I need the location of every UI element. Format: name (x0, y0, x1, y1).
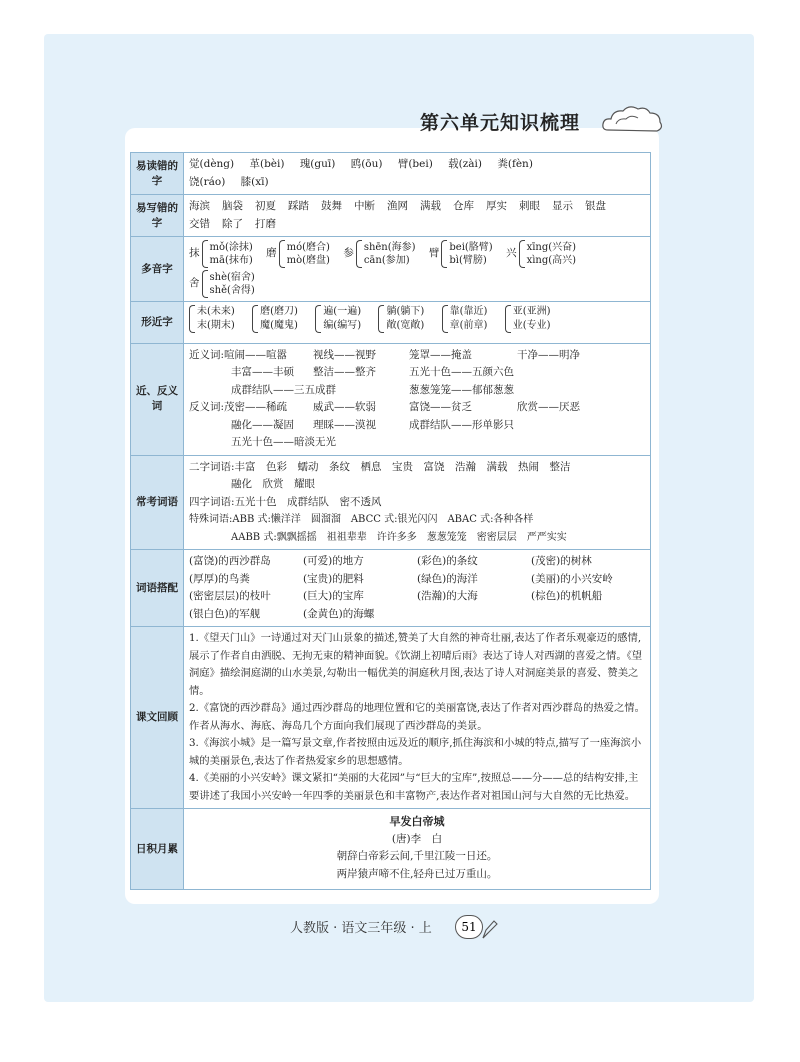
polyphone-char: 臂 (428, 247, 440, 260)
yixie-items (189, 198, 645, 233)
list-item: 仓库 (453, 200, 474, 212)
review-paragraph: 3.《海滨小城》是一篇写景文章,作者按照由远及近的顺序,抓住海滨和小城的特点,描写了一座海滨小城的美丽景色,表达了作者热爱家乡的思想感情。 (189, 737, 642, 767)
reading: bì(臂膀) (449, 255, 487, 266)
similar-char: 魔(魔鬼) (260, 320, 298, 331)
changkao-content (184, 455, 651, 550)
polyphone-item (429, 240, 493, 268)
similar-char: 敞(宽敞) (386, 320, 425, 331)
xingjin-content (184, 302, 651, 344)
jinfan-content (184, 343, 651, 455)
label-duoyin: 多音字 (131, 237, 184, 302)
list-item: 中断 (354, 200, 375, 212)
list-item: 载(zài) (448, 158, 483, 170)
word-pair: 成群结队——三五成群 (231, 383, 336, 396)
word-line: AABB 式:飘飘摇摇 祖祖辈辈 许许多多 葱葱笼笼 密密层层 严严实实 (231, 531, 567, 543)
list-item: 觉(dèng) (189, 158, 235, 170)
reading: mò(磨盘) (286, 255, 330, 266)
poem-line: 两岸猿声啼不住,轻舟已过万重山。 (336, 867, 498, 880)
list-item: (美丽)的小兴安岭 (531, 572, 613, 585)
row-xingjin (131, 302, 651, 344)
similar-char: 靠(靠近) (449, 306, 488, 317)
row-dapei (131, 550, 651, 627)
list-item: (棕色)的机帆船 (531, 590, 603, 602)
list-item: (茂密)的树林 (531, 555, 592, 567)
list-item: 海滨 (189, 200, 210, 212)
similar-pair (505, 305, 551, 333)
duoyin-line-2 (189, 270, 645, 298)
polyphone-char: 抹 (189, 247, 200, 260)
similar-pair (252, 305, 298, 333)
list-item: 满载 (420, 200, 441, 212)
antonym-line (189, 434, 645, 452)
similar-char: 业(专业) (512, 320, 551, 331)
list-item: 瑰(guī) (299, 158, 336, 170)
label-changkao: 常考词语 (131, 455, 184, 550)
word-pair: 五光十色——暗淡无光 (231, 436, 336, 448)
list-item: 交错 (189, 217, 210, 230)
word-pair: 欣赏——厌恶 (517, 401, 580, 413)
similar-char: 章(前章) (449, 320, 488, 331)
word-pair: 反义词:茂密——稀疏 (189, 401, 288, 413)
label-yixie: 易写错的字 (131, 195, 184, 237)
list-item: 饶(ráo) (189, 175, 226, 188)
poem-line: 朝辞白帝彩云间,千里江陵一日还。 (336, 850, 498, 862)
row-changkao (131, 455, 651, 550)
xingjin-items (189, 305, 645, 340)
reading: xīng(兴奋) (526, 242, 577, 253)
list-item: 膝(xī) (240, 175, 269, 188)
list-item: (富饶)的西沙群岛 (189, 555, 271, 567)
word-pair: 富饶——贫乏 (409, 401, 472, 413)
similar-char: 躺(躺下) (386, 306, 425, 317)
page-number: 51 (455, 915, 483, 939)
word-line: 二字词语:丰富 色彩 蠕动 条纹 栖息 宝贵 富饶 浩瀚 满载 热闹 整洁 (189, 460, 571, 473)
review-paragraph: 4.《美丽的小兴安岭》课文紧扣“美丽的大花园”与“巨大的宝库”,按照总——分——总的结构安排,主要讲述了我国小兴安岭一年四季的美丽景色和丰富物产,表达作者对祖国山河与大自然的无比热爱。 (189, 772, 639, 802)
similar-char: 编(编写) (323, 320, 362, 331)
list-item: 刺眼 (519, 200, 540, 212)
list-item: 臂(bei) (397, 158, 433, 170)
word-pair: 近义词:喧闹——喧嚣 (189, 348, 288, 361)
poem-block (184, 809, 651, 890)
list-item: (银白色)的军舰 (189, 607, 261, 620)
poem-title: 早发白帝城 (389, 815, 445, 828)
label-jinfan: 近、反义词 (131, 343, 184, 455)
polyphone-item (343, 240, 415, 268)
list-item: 鼓舞 (321, 200, 342, 212)
list-item: 渔网 (387, 200, 408, 212)
polyphone-char: 参 (343, 247, 354, 260)
pencil-icon (480, 918, 500, 940)
word-pair: 成群结队——形单影只 (409, 418, 514, 431)
list-item: (可爱)的地方 (303, 555, 364, 567)
list-item: 除了 (222, 217, 243, 230)
row-jinfan (131, 343, 651, 455)
list-item: 银盘 (585, 200, 606, 212)
label-yidu: 易读错的字 (131, 153, 184, 195)
collocation-grid (189, 553, 645, 623)
word-line: 特殊词语:ABB 式:懒洋洋 圆溜溜 ABCC 式:银光闪闪 ABAC 式:各种各样 (189, 514, 534, 525)
similar-char: 遍(一遍) (323, 306, 362, 317)
label-riji: 日积月累 (131, 809, 184, 890)
polyphone-item (189, 270, 255, 298)
word-pair: 整洁——整齐 (313, 366, 376, 378)
row-riji (131, 809, 651, 890)
row-yidu (131, 153, 651, 195)
list-item: (浩瀚)的大海 (417, 590, 478, 602)
label-xingjin: 形近字 (131, 302, 184, 344)
yixie-content (184, 195, 651, 237)
dapei-content (184, 550, 651, 627)
word-line: 融化 欣赏 耀眼 (231, 478, 315, 490)
review-paragraph: 2.《富饶的西沙群岛》通过西沙群岛的地理位置和它的美丽富饶,表达了作者对西沙群岛的热爱之情。作者从海水、海底、海岛几个方面向我们展现了西沙群岛的美景。 (189, 702, 645, 732)
brace-icon (315, 305, 321, 333)
list-item: 初夏 (255, 200, 276, 212)
footer-text: 人教版 · 语文三年级 · 上 (290, 921, 432, 936)
reading: bei(胳臂) (449, 242, 493, 253)
polyphone-item (189, 240, 253, 268)
brace-icon (202, 270, 208, 298)
polyphone-char: 磨 (266, 247, 277, 260)
brace-icon (202, 240, 208, 268)
brace-icon (441, 240, 447, 268)
synonym-line (189, 347, 645, 365)
reading: mā(抹布) (209, 255, 253, 266)
word-pair: 干净——明净 (517, 348, 580, 361)
similar-pair (315, 305, 361, 333)
similar-char: 亚(亚洲) (512, 306, 551, 317)
polyphone-item (266, 240, 330, 268)
word-pair: 融化——凝固 (231, 418, 294, 431)
yidu-content (184, 153, 651, 195)
row-duoyin (131, 237, 651, 302)
similar-pair (378, 305, 424, 333)
duoyin-content (184, 237, 651, 302)
similar-char: 磨(磨刀) (260, 306, 298, 317)
similar-char: 未(未来) (197, 306, 235, 317)
word-pair: 五光十色——五颜六色 (409, 366, 514, 378)
list-item: (彩色)的条纹 (417, 555, 478, 567)
list-item: (厚厚)的鸟粪 (189, 572, 250, 585)
list-item: 鸥(ōu) (350, 158, 383, 170)
list-item: (金黄色)的海螺 (303, 607, 375, 620)
row-yixie (131, 195, 651, 237)
brace-icon (252, 305, 258, 333)
list-item: (密密层层)的枝叶 (189, 590, 271, 602)
polyphone-char: 舍 (189, 277, 200, 290)
word-pair: 视线——视野 (313, 348, 376, 361)
label-dapei: 词语搭配 (131, 550, 184, 627)
list-item: 显示 (552, 200, 573, 212)
list-item: 粪(fèn) (497, 158, 533, 170)
label-huigu: 课文回顾 (131, 627, 184, 809)
word-pair: 葱葱笼笼——郁郁葱葱 (409, 383, 514, 396)
list-item: (绿色)的海洋 (417, 572, 478, 585)
similar-char: 末(期末) (197, 320, 235, 331)
similar-pair (442, 305, 488, 333)
similar-pair (189, 305, 235, 333)
reading: cān(参加) (363, 255, 410, 266)
antonym-line (189, 417, 645, 435)
list-item: 厚实 (486, 200, 507, 212)
antonym-line (189, 399, 645, 417)
list-item: 脑袋 (222, 200, 243, 212)
row-huigu (131, 627, 651, 809)
polyphone-item (506, 240, 576, 268)
brace-icon (356, 240, 362, 268)
reading: shè(宿舍) (209, 272, 255, 283)
brace-icon (378, 305, 384, 333)
reading: mǒ(涂抹) (209, 242, 253, 253)
brace-icon (442, 305, 448, 333)
brace-icon (279, 240, 285, 268)
reading: xìng(高兴) (526, 255, 577, 266)
brace-icon (189, 305, 195, 333)
brace-icon (505, 305, 511, 333)
reading: shēn(海参) (363, 242, 416, 253)
cloud-icon (598, 100, 668, 140)
word-pair: 笼罩——掩盖 (409, 348, 472, 361)
list-item: 踩踏 (288, 200, 309, 212)
poem-author: (唐)李 白 (391, 832, 443, 845)
yidu-items (189, 156, 645, 191)
list-item: 打磨 (255, 217, 276, 230)
duoyin-line-1 (189, 240, 645, 268)
word-pair: 威武——软弱 (313, 401, 376, 413)
word-line: 四字词语:五光十色 成群结队 密不透风 (189, 495, 382, 508)
knowledge-table (130, 152, 651, 890)
polyphone-char: 兴 (506, 247, 517, 260)
synonym-line (189, 382, 645, 400)
synonym-line (189, 364, 645, 382)
reading: mó(磨合) (286, 242, 330, 253)
reading: shě(舍得) (209, 285, 255, 296)
list-item: 革(bèi) (249, 158, 285, 170)
brace-icon (519, 240, 525, 268)
word-pair: 理睬——漠视 (313, 418, 376, 431)
huigu-content (184, 627, 651, 809)
review-paragraph: 1.《望天门山》一诗通过对天门山景象的描述,赞美了大自然的神奇壮丽,表达了作者乐观豪迈的感情,展示了作者自由洒脱、无拘无束的精神面貌。《饮湖上初晴后雨》表达了诗人对西湖的喜爱之情。《望洞庭》描绘洞庭湖的山水美景,勾勒出一幅优美的洞庭秋月图,表达了诗人对洞庭美景的喜爱、赞美之情。 (189, 632, 643, 697)
page-title: 第六单元知识梳理 (420, 112, 581, 134)
list-item: (宝贵)的肥料 (303, 572, 364, 585)
list-item: (巨大)的宝库 (303, 590, 364, 602)
word-pair: 丰富——丰硕 (231, 366, 294, 378)
